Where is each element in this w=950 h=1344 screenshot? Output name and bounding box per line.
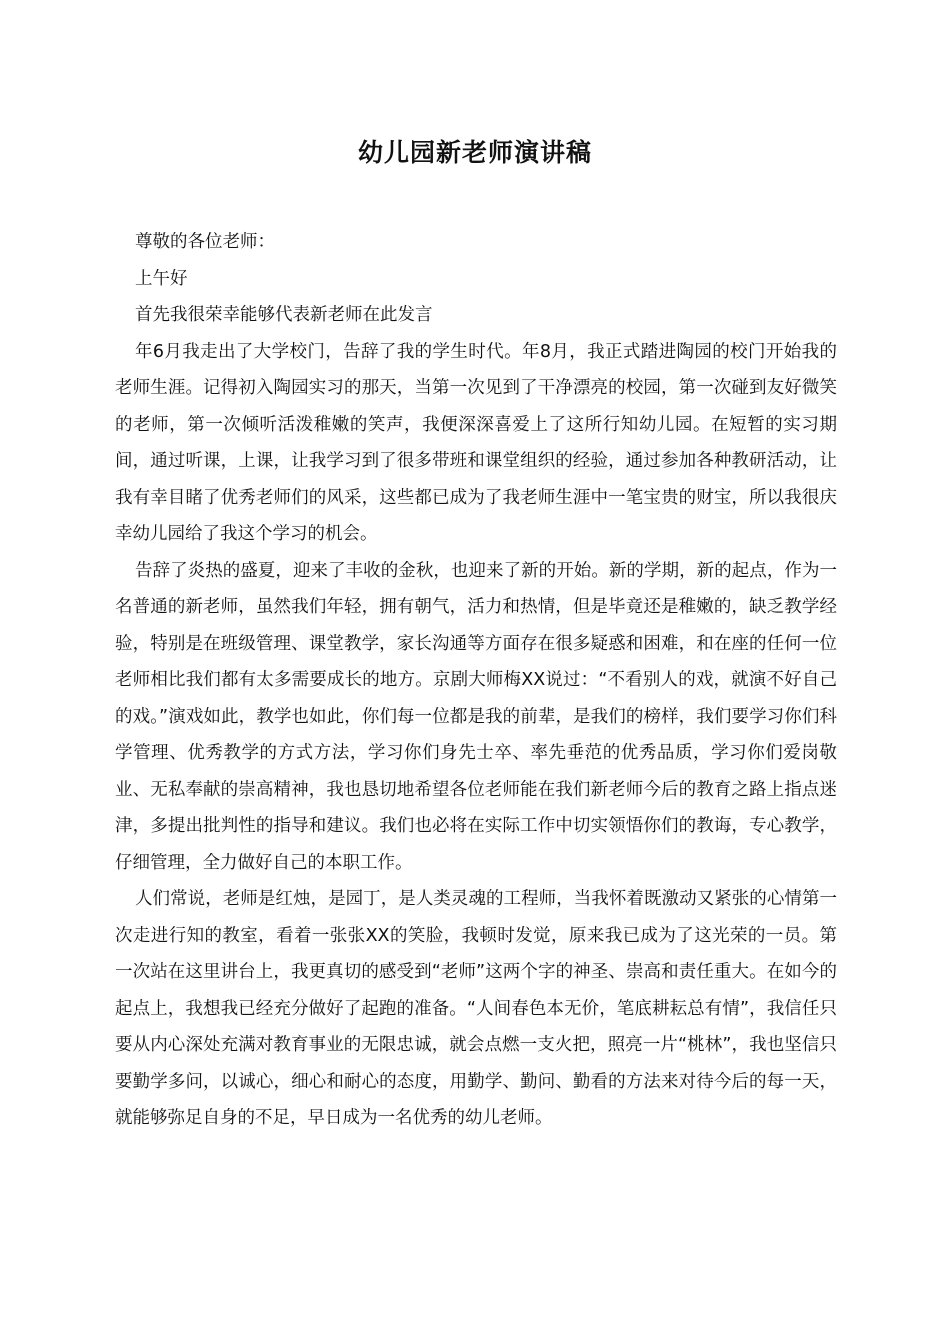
greeting-line: 尊敬的各位老师： [135,232,275,252]
paragraph-3: 人们常说，老师是红烛，是园丁，是人类灵魂的工程师，当我怀着既激动又紧张的心情第一次走进行知的教室，看着一张张XX的笑脸，我顿时发觉，原来我已成为了这光荣的一员。第一次站在这里讲台上，我更真切的感受到“老师”这两个字的神圣、崇高和责任重大。在如今的起点上，我想我已经充分做好了起跑的准备。“人间春色本无价，笔底耕耘总有情”，我信任只要从内心深处充满对教育事业的无限忠诚，就会点燃一支火把，照亮一片“桃林”，我也坚信只要勤学多问，以诚心，细心和耐心的态度，用勤学、勤问、勤看的方法来对待今后的每一天，就能够弥足自身的不足，早日成为一名优秀的幼儿老师。 [115,889,837,1128]
document-title: 幼儿园新老师演讲稿 [357,138,592,167]
salutation-line: 上午好 [135,268,188,289]
paragraph-1: 年6月我走出了大学校门，告辞了我的学生时代。年8月，我正式踏进陶园的校门开始我的老师生涯。记得初入陶园实习的那天，当第一次见到了干净漂亮的校园，第一次碰到友好微笑的老师，第一次倾听活泼稚嫩的笑声，我便深深喜爱上了这所行知幼儿园。在短暂的实习期间，通过听课，上课，让我学习到了很多带班和课堂组织的经验，通过参加各种教研活动，让我有幸目睹了优秀老师们的风采，这些都已成为了我老师生涯中一笔宝贵的财宝，所以我很庆幸幼儿园给了我这个学习的机会。 [115,341,837,544]
document-body [115,224,837,1137]
paragraph-2: 告辞了炎热的盛夏，迎来了丰收的金秋，也迎来了新的开始。新的学期，新的起点，作为一名普通的新老师，虽然我们年轻，拥有朝气，活力和热情，但是毕竟还是稚嫩的，缺乏教学经验，特别是在班级管理、课堂教学，家长沟通等方面存在很多疑惑和困难，和在座的任何一位老师相比我们都有太多需要成长的地方。京剧大师梅XX说过：“不看别人的戏，就演不好自己的戏。”演戏如此，教学也如此，你们每一位都是我的前辈，是我们的榜样，我们要学习你们科学管理、优秀教学的方式方法，学习你们身先士卒、率先垂范的优秀品质，学习你们爱岗敬业、无私奉献的崇高精神，我也恳切地希望各位老师能在我们新老师今后的教育之路上指点迷津，多提出批判性的指导和建议。我们也必将在实际工作中切实领悟你们的教诲，专心教学，仔细管理，全力做好自己的本职工作。 [115,560,837,873]
paragraph-intro: 首先我很荣幸能够代表新老师在此发言 [135,305,433,325]
